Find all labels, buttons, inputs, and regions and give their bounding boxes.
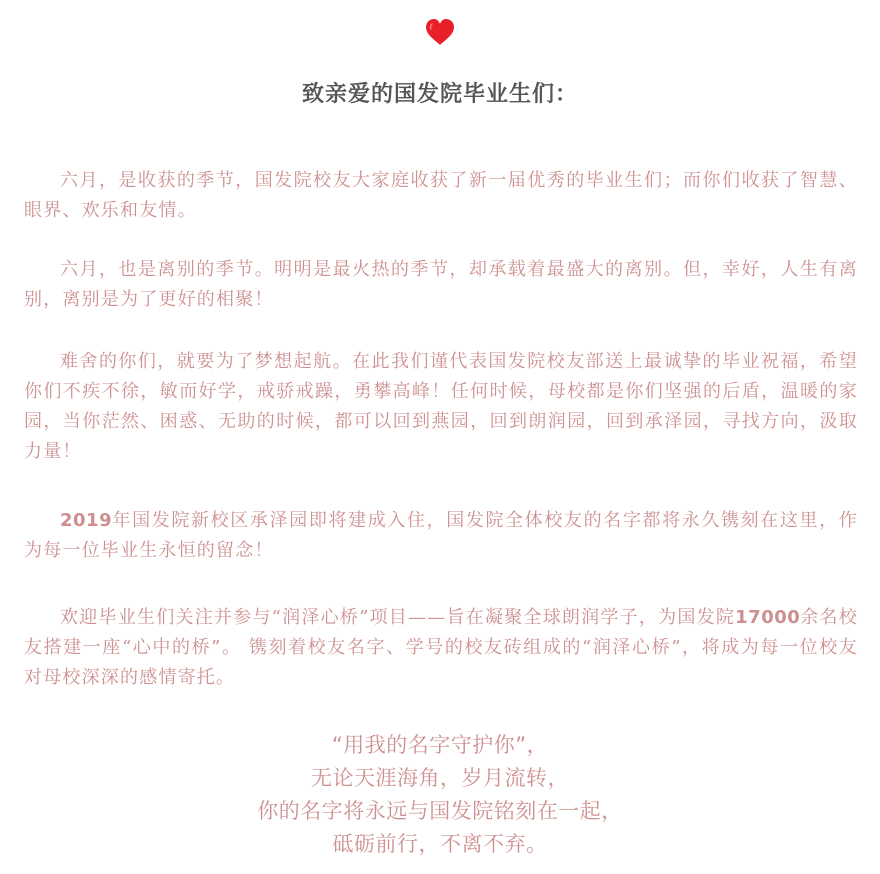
paragraph-new-campus-text: 年国发院新校区承泽园即将建成入住，国发院全体校友的名字都将永久镌刻在这里，作为每一位毕业生永恒的留念！: [24, 510, 858, 561]
paragraph-farewell: 六月，也是离别的季节。明明是最火热的季节，却承载着最盛大的离别。但，幸好，人生有离别，离别是为了更好的相聚！: [24, 259, 858, 310]
paragraph-blessing: 难舍的你们，就要为了梦想起航。在此我们谨代表国发院校友部送上最诚挚的毕业祝福，希望你们不疾不徐，敏而好学，戒骄戒躁，勇攀高峰！任何时候，母校都是你们坚强的后盾，温暖的家园，当你茫然、困惑、无助的时候，都可以回到燕园，回到朗润园，回到承泽园，寻找方向，汲取力量！: [24, 351, 858, 462]
poem-line: 你的名字将永远与国发院铭刻在一起，: [257, 799, 623, 823]
paragraph-harvest: 六月，是收获的季节，国发院校友大家庭收获了新一届优秀的毕业生们；而你们收获了智慧、眼界、欢乐和友情。: [24, 170, 858, 221]
poem-line: 砥砺前行，不离不弃。: [332, 832, 548, 856]
paragraph-new-campus: [24, 506, 858, 566]
year-number: 2019: [60, 510, 113, 531]
paragraph-bridge-before: 欢迎毕业生们关注并参与“润泽心桥”项目——旨在凝聚全球朗润学子，为国发院: [60, 607, 736, 628]
poem-line: 无论天涯海角，岁月流转，: [311, 766, 569, 790]
poem-line: “用我的名字守护你”，: [331, 733, 549, 757]
page-title: 致亲爱的国发院毕业生们：: [301, 82, 578, 107]
closing-poem: [0, 729, 880, 861]
heart-icon: [423, 16, 457, 48]
paragraph-bridge-project: [24, 603, 858, 693]
paragraph-bridge-after: 余名校友搭建一座“心中的桥”。 镌刻着校友名字、学号的校友砖组成的“润泽心桥”，将成为每一位校友对母校深深的感情寄托。: [24, 607, 858, 688]
alumni-count: 17000: [735, 607, 801, 628]
